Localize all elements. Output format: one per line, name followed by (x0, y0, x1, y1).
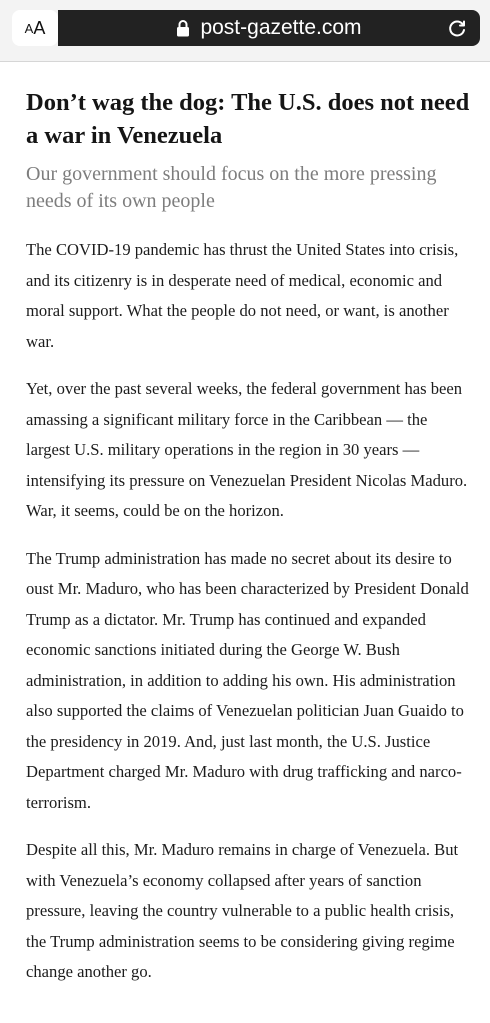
url-field[interactable] (58, 10, 480, 46)
article-paragraph: The COVID-19 pandemic has thrust the United States into crisis, and its citizenry is in desperate need of medical, economic and moral support. What the people do not need, or want, is another war. (26, 240, 459, 351)
browser-address-bar (0, 0, 490, 62)
text-size-button[interactable] (12, 10, 58, 46)
url-text: post-gazette.com (200, 16, 362, 39)
article-subheadline: Our government should focus on the more pressing needs of its own people (26, 163, 437, 212)
article-paragraph: Despite all this, Mr. Maduro remains in charge of Venezuela. But with Venezuela’s economy collapsed after years of sanction pressure, leaving the country vulnerable to a public health crisis, the Trump administration seems to be considering giving regime change another go. (26, 840, 459, 981)
lock-icon (176, 19, 190, 37)
article-headline: Don’t wag the dog: The U.S. does not need a war in Venezuela (26, 89, 470, 149)
article-body (26, 86, 474, 988)
article-paragraph: Yet, over the past several weeks, the federal government has been amassing a significant military force in the Caribbean — the largest U.S. military operations in the region in 30 years — intensifying its pressure on Venezuelan President Nicolas Maduro. War, it seems, could be on the horizon. (26, 379, 468, 520)
reload-icon[interactable] (446, 17, 468, 39)
article-paragraph: The Trump administration has made no secret about its desire to oust Mr. Maduro, who has been characterized by President Donald Trump as a dictator. Mr. Trump has continued and expanded economic sanctions initiated during the George W. Bush administration, in addition to adding his own. His administration also supported the claims of Venezuelan politician Juan Guaido to the presidency in 2019. And, just last month, the U.S. Justice Department charged Mr. Maduro with drug trafficking and narco-terrorism. (26, 548, 469, 812)
text-size-large-letter: A (33, 17, 46, 38)
text-size-small-letter: A (24, 20, 34, 36)
